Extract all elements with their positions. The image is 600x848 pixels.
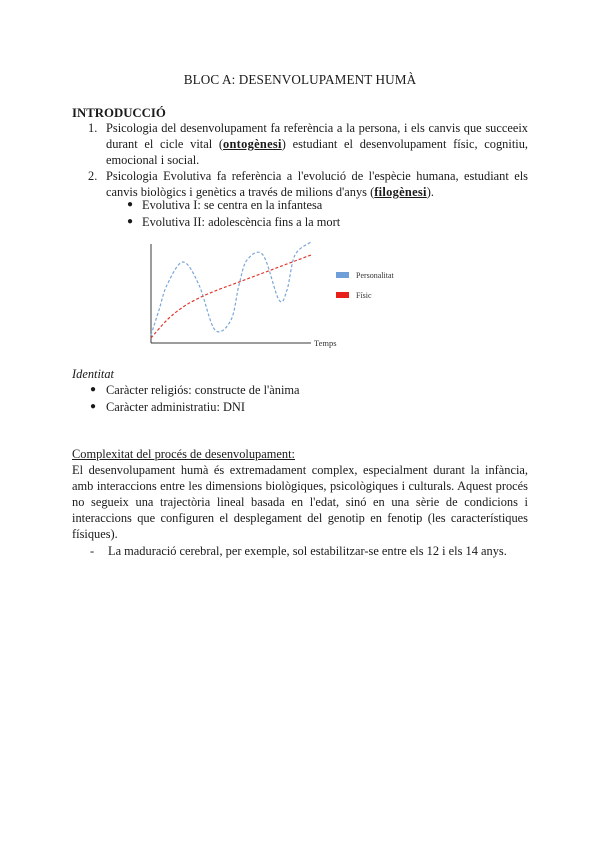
legend-label-fisic: Físic: [356, 291, 372, 300]
identitat-list: [72, 382, 300, 416]
legend-swatch-fisic: [336, 292, 349, 298]
list-item: [90, 382, 300, 398]
list-item-text: Caràcter religiós: constructe de l'ànima: [106, 383, 300, 397]
list-item: [90, 399, 300, 415]
bullet-icon: ●: [90, 401, 97, 412]
list-item: [127, 197, 340, 213]
list-item-text: Evolutiva I: se centra en la infantesa: [142, 198, 323, 212]
complexitat-heading: Complexitat del procés de desenvolupament:: [72, 447, 295, 461]
development-chart: [146, 238, 436, 350]
intro-item: [88, 168, 528, 200]
bullet-icon: ●: [127, 199, 134, 210]
list-item-text: Evolutiva II: adolescència fins a la mort: [142, 215, 341, 229]
list-item: [90, 543, 528, 559]
list-item-text: La maduració cerebral, per exemple, sol estabilitzar-se entre els 12 i els 14 anys.: [108, 544, 507, 558]
list-number: 2.: [88, 169, 98, 183]
intro-item-text: ) estudiant el desenvolupament físic, cognitiu, emocional i social.: [106, 137, 528, 167]
intro-item-text: Psicologia Evolutiva fa referència a l'evolució de l'espècie humana, estudiant els canvis biològics i genètics a través de milions d'anys (: [106, 169, 528, 199]
complexitat-paragraph: El desenvolupament humà és extremadament complex, especialment durant la infància, amb interaccions entre les dimensions biològiques, psicològiques i culturals. Aquest procés no segueix una trajectòria lineal basada en l'edat, sinó en una sèrie de condicions i interaccions que configuren el desplegament del genotip en fenotip (les característiques físiques).: [72, 463, 528, 541]
identitat-heading: Identitat: [72, 367, 114, 381]
document-title: BLOC A: DESENVOLUPAMENT HUMÀ: [183, 72, 417, 87]
intro-heading: INTRODUCCIÓ: [72, 106, 166, 120]
intro-item: [88, 120, 528, 168]
intro-list: [72, 120, 528, 200]
list-number: 1.: [88, 121, 98, 135]
key-term: filogènesi: [374, 185, 427, 199]
key-term: ontogènesi: [223, 137, 282, 151]
intro-item-text: ).: [426, 185, 435, 199]
list-item-text: Caràcter administratiu: DNI: [106, 400, 246, 414]
legend-swatch-personalitat: [336, 272, 349, 278]
bullet-icon: ●: [90, 384, 97, 395]
intro-item-text: Psicologia del desenvolupament fa referència a la persona, i els canvis que succeeix durant el cicle vital (: [106, 121, 528, 151]
series-line-fsic: [151, 255, 311, 338]
complexitat-dash-list: [72, 543, 528, 559]
x-axis-label: Temps: [314, 338, 337, 348]
evolutiva-list: [72, 197, 340, 231]
list-item: [127, 214, 341, 230]
series-line-personalitat: [151, 242, 311, 335]
dash-marker: -: [90, 544, 95, 558]
bullet-icon: ●: [127, 216, 134, 227]
legend-label-personalitat: Personalitat: [356, 271, 394, 280]
